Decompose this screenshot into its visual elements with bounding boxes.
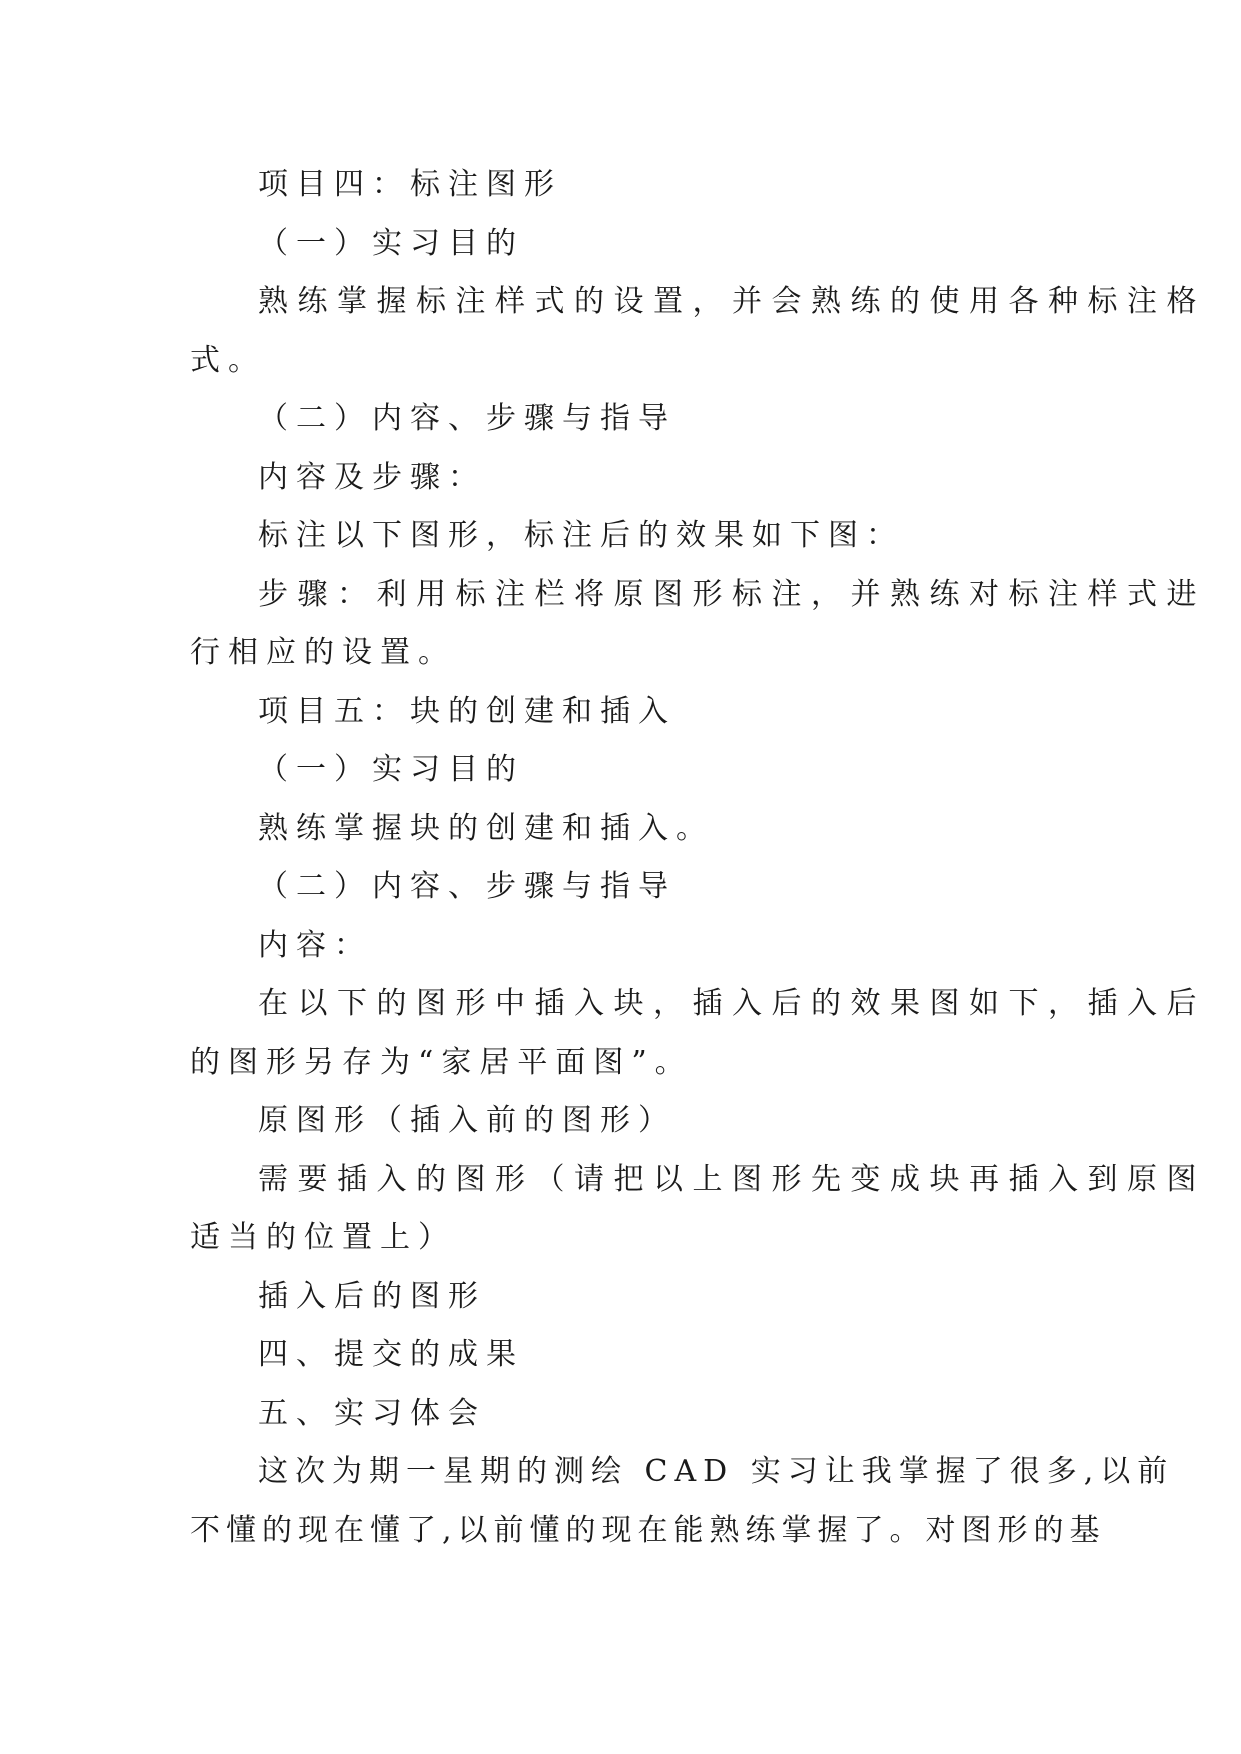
paragraph-line: 适当的位置上） xyxy=(190,1220,456,1255)
subheading-purpose: （一）实习目的 xyxy=(258,225,524,261)
paragraph-line: 在以下的图形中插入块，插入后的效果图如下，插入后 xyxy=(258,986,1206,1021)
paragraph-line: 的图形另存为“家居平面图”。 xyxy=(190,1044,693,1080)
paragraph-line: 熟练掌握块的创建和插入。 xyxy=(258,810,714,846)
paragraph-line: 内容及步骤： xyxy=(258,459,486,495)
subheading-purpose: （一）实习目的 xyxy=(258,752,524,787)
subheading-content-steps: （二）内容、步骤与指导 xyxy=(258,869,676,904)
paragraph-line: 熟练掌握标注样式的设置，并会熟练的使用各种标注格 xyxy=(258,284,1206,319)
paragraph-line: 步骤：利用标注栏将原图形标注，并熟练对标注样式进 xyxy=(258,576,1206,612)
section-heading-reflection: 五、实习体会 xyxy=(258,1395,486,1431)
section-heading-project-5: 项目五：块的创建和插入 xyxy=(258,693,676,729)
section-heading-results: 四、提交的成果 xyxy=(258,1337,524,1372)
paragraph-line: 需要插入的图形（请把以上图形先变成块再插入到原图 xyxy=(258,1161,1206,1197)
paragraph-line: 插入后的图形 xyxy=(258,1278,486,1314)
paragraph-line: 内容： xyxy=(258,927,372,963)
subheading-content-steps: （二）内容、步骤与指导 xyxy=(258,401,676,436)
paragraph-line: 式。 xyxy=(190,342,266,378)
section-heading-project-4: 项目四：标注图形 xyxy=(258,167,562,202)
paragraph-line: 行相应的设置。 xyxy=(190,635,456,670)
paragraph-line: 原图形（插入前的图形） xyxy=(258,1103,676,1138)
document-body xyxy=(190,156,1206,1560)
paragraph-line: 不懂的现在懂了,以前懂的现在能熟练掌握了。对图形的基 xyxy=(190,1512,1106,1548)
paragraph-line: 标注以下图形，标注后的效果如下图： xyxy=(258,518,904,553)
paragraph-line: 这次为期一星期的测绘 CAD 实习让我掌握了很多,以前 xyxy=(258,1454,1175,1489)
